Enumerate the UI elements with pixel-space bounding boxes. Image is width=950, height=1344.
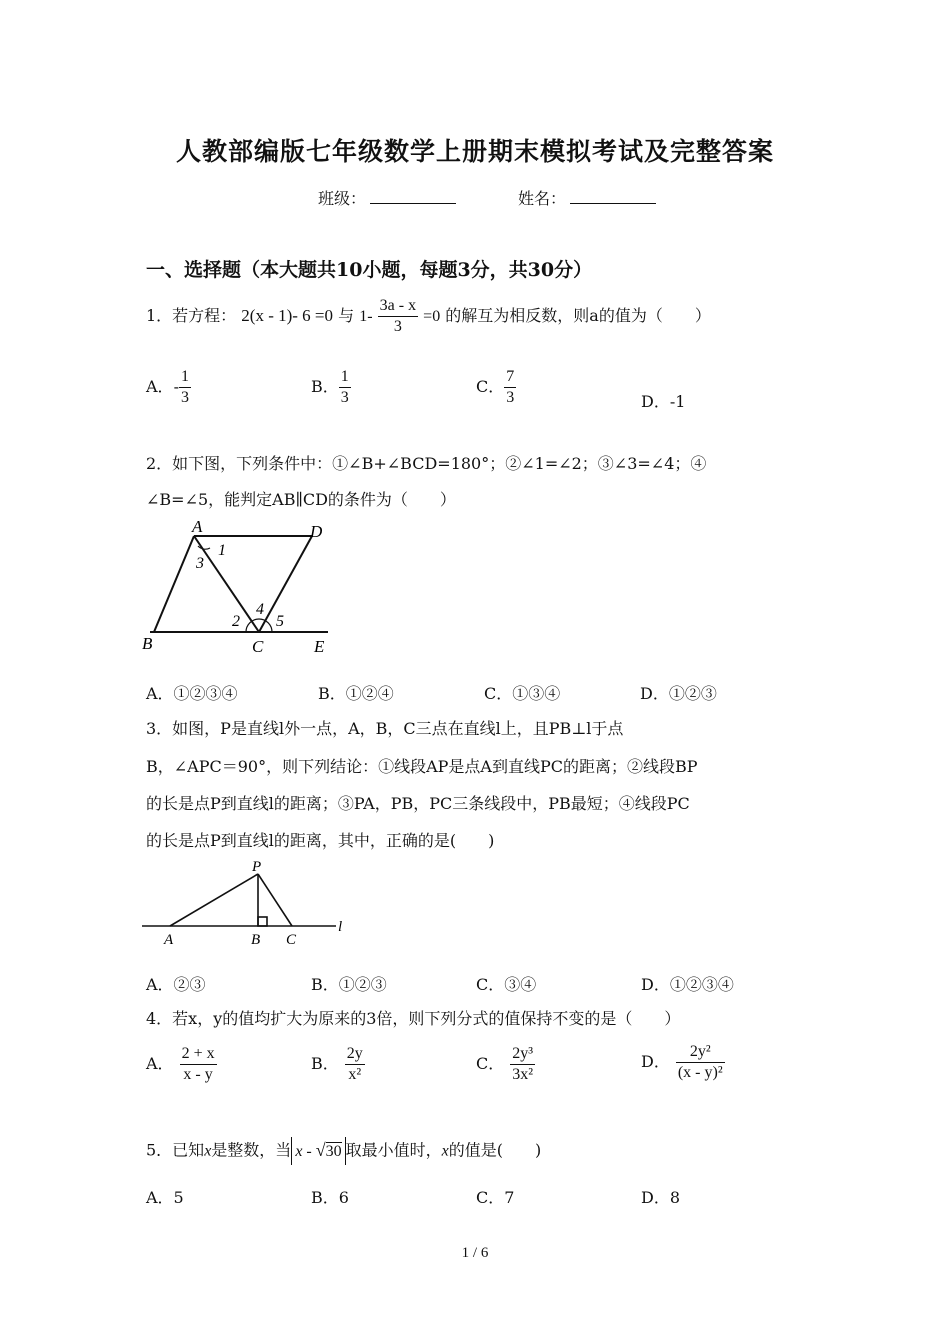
q1-prefix: 1．若方程： [146, 306, 237, 325]
q1-eq2-post: =0 [423, 308, 441, 325]
q3-line-4: 的长是点P到直线l的距离，其中，正确的是( ) [146, 831, 495, 850]
q5-mid: 是整数，当 [211, 1140, 292, 1160]
q2-option-c[interactable]: C．①③④ [484, 684, 561, 703]
q5-option-b[interactable]: B．6 [311, 1188, 349, 1207]
label-B: B [142, 634, 153, 653]
name-label: 姓名： [518, 189, 567, 208]
label-C: C [252, 637, 264, 656]
q3-option-b[interactable]: B．①②③ [311, 975, 387, 994]
q1-option-c[interactable]: C． $\frac{7}{3}$ [476, 368, 515, 406]
q3-figure [140, 856, 350, 948]
angle-4: 4 [256, 601, 264, 618]
label-B: B [251, 932, 261, 948]
q2-option-b[interactable]: B．①②④ [318, 684, 394, 703]
class-blank[interactable] [370, 189, 456, 204]
class-field [318, 186, 456, 209]
q5-var: x [204, 1142, 212, 1160]
angle-2: 2 [232, 613, 240, 630]
angle-2-label-3: 3 [196, 555, 204, 572]
label-l: l [338, 919, 343, 935]
q3-line-1: 3．如图，P是直线l外一点，A，B，C三点在直线l上，且PB⊥l于点 [146, 719, 624, 738]
q5-var2: x [441, 1142, 449, 1160]
page-title: 人教部编版七年级数学上册期末模拟考试及完整答案 [175, 137, 774, 166]
q2-line-2: ∠B=∠5，能判定AB∥CD的条件为（ ） [146, 490, 456, 509]
q1-eq2-pre: 1- [359, 308, 373, 325]
q4-option-a[interactable]: A． $\frac{2 + x}{x - y}$ [146, 1045, 215, 1083]
angle-1: 1 [218, 542, 226, 559]
q4-option-b[interactable]: B． $\frac{2y}{\text{x²}}$ [311, 1045, 363, 1083]
angle-5: 5 [276, 613, 284, 630]
page-number: 1 / 6 [461, 1245, 489, 1261]
q5-option-d[interactable]: D．8 [641, 1188, 681, 1207]
question-5 [146, 1137, 541, 1165]
name-blank[interactable] [570, 189, 656, 204]
q1-option-b[interactable]: B． $\frac{1}{3}$ [311, 368, 349, 406]
q5-abs-expression: x - √30 [291, 1137, 345, 1165]
q2-option-a[interactable]: A．①②③④ [146, 684, 238, 703]
q1-option-a[interactable]: A．- $\frac{1}{3}$ [146, 368, 189, 406]
q2-line-1: 2．如下图，下列条件中：①∠B+∠BCD=180°；②∠1=∠2；③∠3=∠4；④ [146, 454, 707, 473]
q2-figure [140, 518, 340, 658]
question-1 [146, 296, 711, 337]
class-label: 班级： [318, 189, 367, 208]
q1-tail: 的解互为相反数，则a的值为（ ） [445, 306, 711, 325]
q1-equation-1: 2(x - 1)- 6 =0 [241, 306, 334, 325]
label-C: C [286, 932, 297, 948]
q4-line: 4．若x，y的值均扩大为原来的3倍，则下列分式的值保持不变的是（ ） [146, 1009, 681, 1028]
label-A: A [164, 932, 174, 948]
name-field [518, 186, 656, 209]
q3-option-d[interactable]: D．①②③④ [641, 975, 734, 994]
q5-tail: 的值是( ) [448, 1140, 542, 1160]
q1-option-d[interactable]: D．-1 [641, 392, 686, 411]
q3-option-a[interactable]: A．②③ [146, 975, 206, 994]
label-E: E [314, 637, 325, 656]
q1-mid: 与 [338, 306, 355, 325]
label-A: A [192, 518, 203, 536]
q5-option-a[interactable]: A．5 [146, 1188, 184, 1207]
q4-option-c[interactable]: C． $\frac{\text{2y³}}{\text{3x²}}$ [476, 1045, 534, 1083]
label-D: D [310, 522, 323, 541]
q1-eq2-fraction: $\frac{3a - x}{3}$ [379, 297, 417, 335]
q4-option-d[interactable]: D． $\frac{\text{2y²}}{\text{(x - y)²}}$ [641, 1043, 723, 1081]
q3-line-2: B，∠APC＝90°，则下列结论：①线段AP是点A到直线PC的距离；②线段BP [146, 757, 698, 776]
q5-pre: 5．已知 [146, 1140, 205, 1160]
section-heading: 一、选择题（本大题共10小题，每题3分，共30分） [146, 259, 593, 281]
q5-post: 取最小值时， [345, 1140, 442, 1160]
label-P: P [252, 859, 262, 875]
q3-line-3: 的长是点P到直线l的距离；③PA，PB，PC三条线段中，PB最短；④线段PC [146, 794, 690, 813]
q3-option-c[interactable]: C．③④ [476, 975, 537, 994]
q5-option-c[interactable]: C．7 [476, 1188, 515, 1207]
q2-option-d[interactable]: D．①②③ [640, 684, 717, 703]
